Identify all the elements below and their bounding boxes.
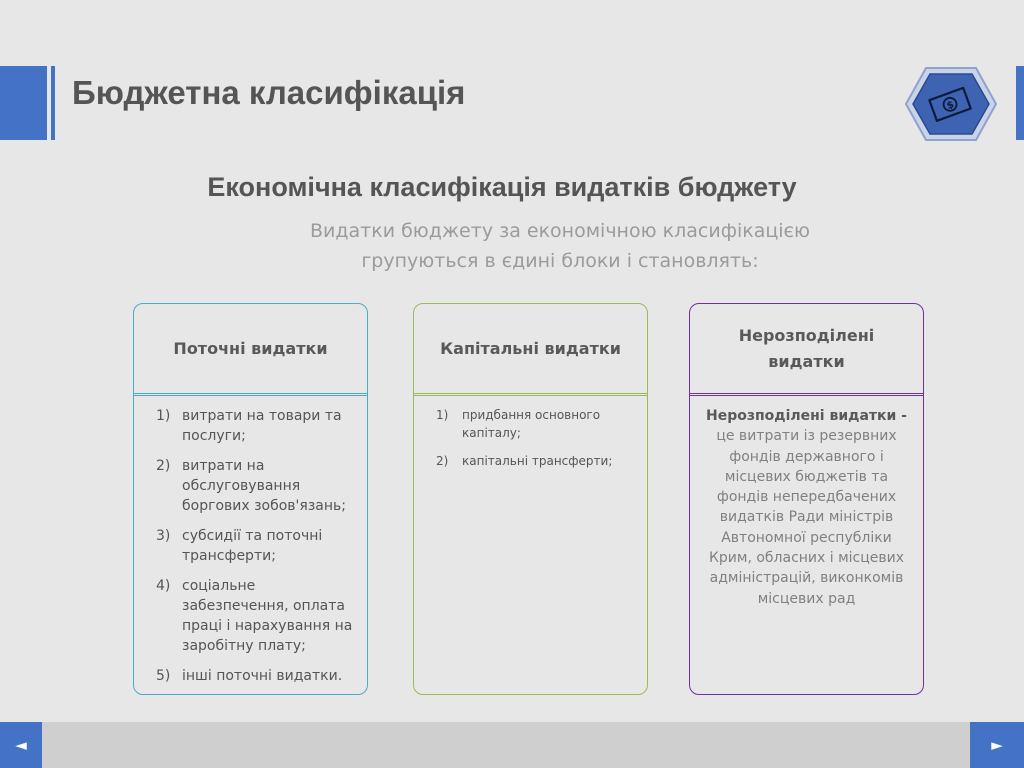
arrow-left-icon: ◄ bbox=[15, 736, 27, 754]
title-accent-bar-right bbox=[1016, 66, 1024, 140]
section-subtitle: Економічна класифікація видатків бюджету bbox=[207, 172, 797, 202]
list-item: 5) інші поточні видатки. bbox=[156, 668, 343, 684]
arrow-right-icon: ► bbox=[991, 736, 1003, 754]
next-slide-button[interactable] bbox=[970, 722, 1024, 768]
list-item: 1) витрати на товари та послуги; bbox=[156, 408, 342, 444]
list-item: 4) соціальне забезпечення, оплата праці і нарахування на заробітну плату; bbox=[156, 578, 353, 654]
dollar-bill-icon bbox=[904, 66, 998, 142]
definition-text: це витрати із резервних фондів державного і місцевих бюджетів та фондів непередбачених видатків Ради міністрів Автономної республіки Крим, обласних і місцевих адміністрацій, виконкомів місцевих рад bbox=[708, 428, 905, 607]
title-accent-bar-left bbox=[0, 66, 47, 140]
previous-slide-button[interactable] bbox=[0, 722, 42, 768]
card-current-expenses bbox=[133, 303, 368, 695]
card-divider bbox=[414, 393, 647, 396]
svg-text:$: $ bbox=[945, 99, 956, 113]
card-capital-expenses bbox=[413, 303, 648, 695]
list-item: 1) придбання основного капіталу; bbox=[436, 408, 601, 440]
card-title: Капітальні видатки bbox=[440, 339, 621, 358]
list-item: 2) витрати на обслуговування боргових зобов'язань; bbox=[156, 458, 346, 514]
card-divider bbox=[134, 393, 367, 396]
card-title: Поточні видатки bbox=[173, 339, 328, 358]
intro-text: Видатки бюджету за економічною класифікацією групуються в єдині блоки і становлять: bbox=[310, 220, 810, 272]
card-unallocated-expenses bbox=[689, 303, 924, 695]
definition-term: Нерозподілені видатки - bbox=[705, 408, 907, 424]
current-expenses-list bbox=[156, 406, 356, 696]
page-title: Бюджетна класифікація bbox=[72, 74, 466, 111]
card-title: Нерозподілені видатки bbox=[738, 326, 875, 371]
capital-expenses-list bbox=[436, 406, 636, 480]
list-item: 3) субсидії та поточні трансферти; bbox=[156, 528, 323, 564]
unallocated-definition bbox=[700, 406, 913, 609]
list-item: 2) капітальні трансферти; bbox=[436, 454, 613, 468]
card-divider bbox=[690, 393, 923, 396]
footer-bar bbox=[0, 722, 1024, 768]
title-accent-stripe bbox=[51, 66, 55, 140]
